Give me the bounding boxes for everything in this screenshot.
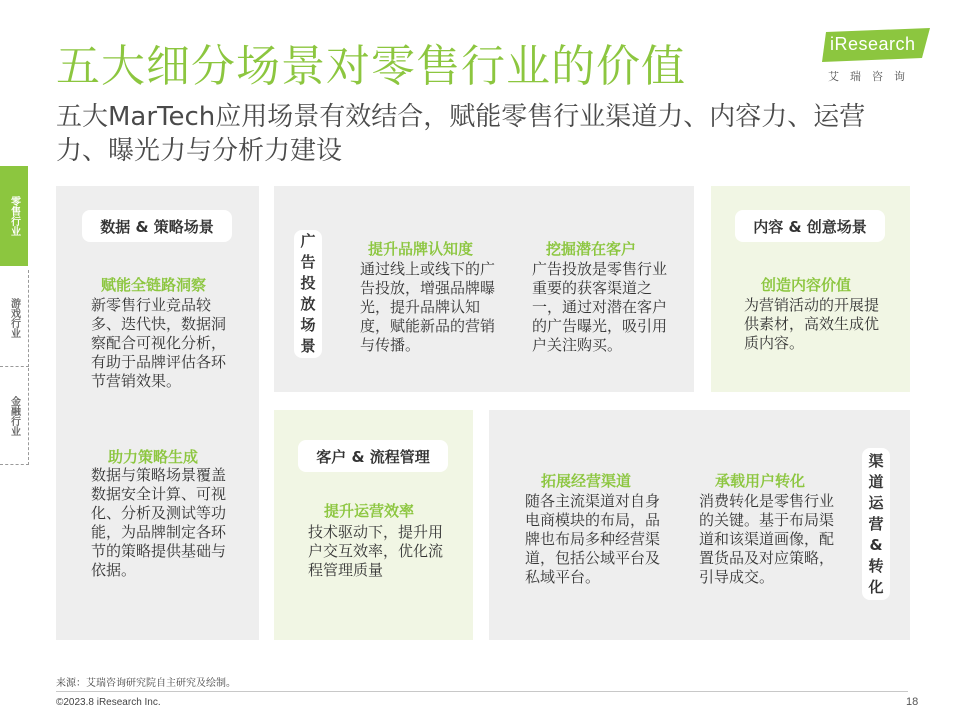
page-title: 五大细分场景对零售行业的价值 [56,41,686,92]
panel-label: 数据 & 策略场景 [82,210,232,242]
label-char: 运 [868,493,884,512]
copyright-text: ©2023.8 iResearch Inc. [56,697,161,708]
panel-ad [274,186,694,392]
logo-brand-text: iResearch [830,34,916,54]
label-char: 放 [300,295,316,313]
side-tab-finance[interactable]: 金融行业 [0,368,29,465]
label-char: 渠 [868,451,884,470]
label-char: 投 [300,274,316,292]
panel-content [711,186,910,392]
label-char: 转 [868,556,884,575]
panel-customer [274,410,473,640]
item-head: 助力策略生成 [108,448,199,466]
item-body: 消费转化是零售行业的关键。基于布局渠道和该渠道画像，配置货品及对应策略，引导成交。 [699,492,835,586]
item-body: 数据与策略场景覆盖数据安全计算、可视化、分析及测试等功能，为品牌制定各环节的策略提供基础与依据。 [91,466,227,579]
label-char: 营 [868,514,884,533]
panel-label: 内容 & 创意场景 [735,210,885,242]
source-note: 来源：艾瑞咨询研究院自主研究及绘制。 [56,678,236,689]
label-char: 道 [868,472,884,491]
panel-channel [489,410,910,640]
page-number: 18 [906,696,919,708]
item-head: 创造内容价值 [761,276,852,294]
label-char: 告 [300,253,316,271]
footer-divider [56,691,908,692]
label-char: 化 [868,577,884,596]
iresearch-logo [822,28,932,86]
label-char: & [869,535,883,554]
item-body: 为营销活动的开展提供素材，高效生成优质内容。 [744,296,880,352]
item-body: 技术驱动下，提升用户交互效率，优化流程管理质量 [308,523,444,579]
item-body: 新零售行业竞品较多、迭代快，数据洞察配合可视化分析，有助于品牌评估各环节营销效果。 [91,296,227,390]
item-head: 赋能全链路洞察 [101,276,207,294]
item-head: 提升品牌认知度 [368,240,474,258]
panel-label: 客户 & 流程管理 [298,440,448,472]
item-head: 挖掘潜在客户 [546,240,637,258]
page-subtitle: 五大MarTech应用场景有效结合，赋能零售行业渠道力、内容力、运营力、曝光力与分析力建设 [56,102,866,166]
item-head: 拓展经营渠道 [541,472,632,490]
label-char: 广 [300,232,316,250]
panel-vertical-label [294,230,322,358]
panel-data-strategy [56,186,259,640]
side-tab-game[interactable]: 游戏行业 [0,270,29,367]
side-tab-retail[interactable]: 零售行业 [0,166,28,266]
item-body: 通过线上或线下的广告投放，增强品牌曝光，提升品牌认知度，赋能新品的营销与传播。 [360,260,496,354]
label-char: 场 [300,316,316,334]
item-head: 提升运营效率 [324,502,415,520]
panel-vertical-label [862,448,890,600]
label-char: 景 [300,337,316,355]
item-head: 承载用户转化 [715,472,806,490]
item-body: 广告投放是零售行业重要的获客渠道之一，通过对潜在客户的广告曝光，吸引用户关注购买。 [532,260,668,354]
item-body: 随各主流渠道对自身电商模块的布局，品牌也布局多种经营渠道，包括公域平台及私域平台。 [525,492,661,586]
logo-sub-text: 艾瑞咨询 [828,70,916,83]
